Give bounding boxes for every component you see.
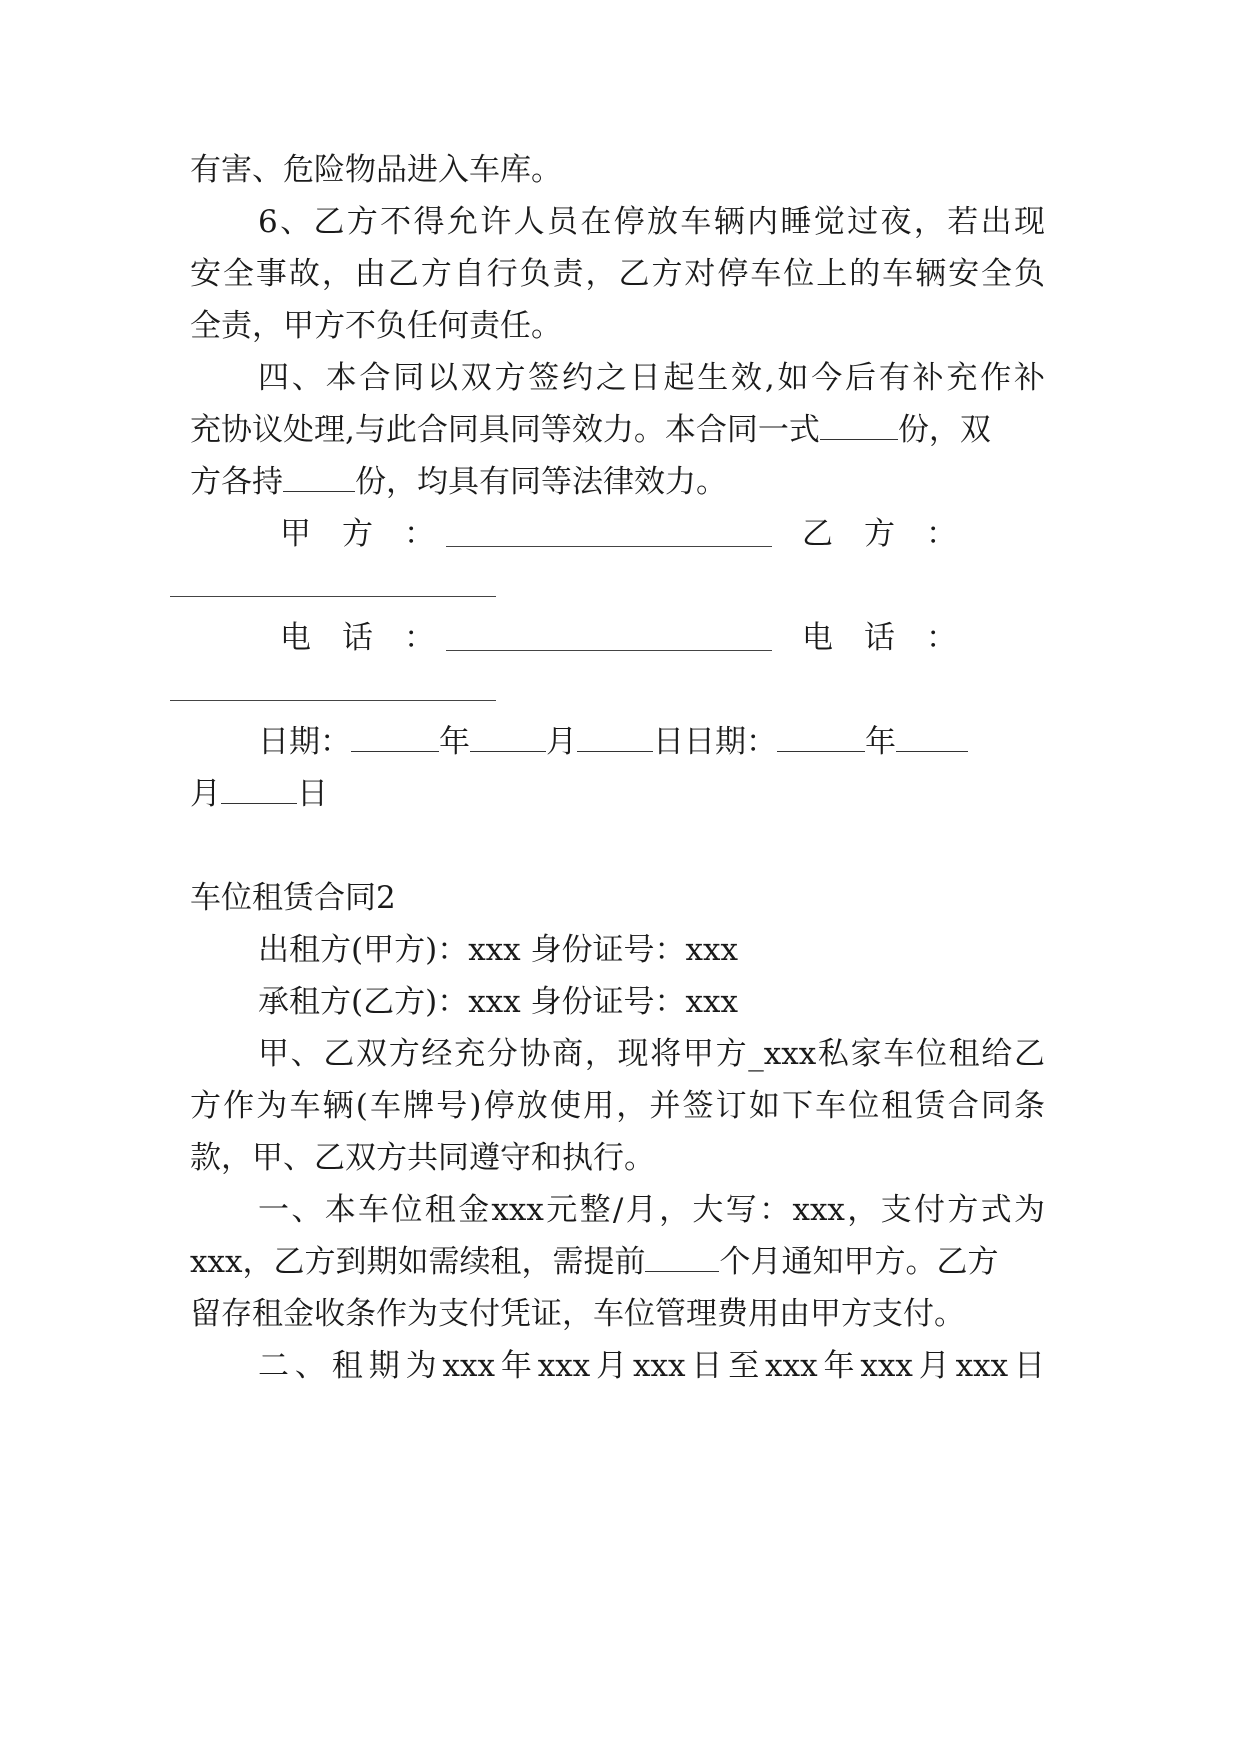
- text-line: 方作为车辆(车牌号)停放使用，并签订如下车位租赁合同条: [190, 1088, 1045, 1124]
- day-label: 日: [297, 776, 328, 812]
- party-a-blank: [446, 545, 772, 547]
- text-line: 承租方(乙方)：xxx 身份证号：xxx: [258, 984, 738, 1020]
- date-line: [190, 774, 328, 814]
- party-b-label: 乙 方 ：: [802, 516, 957, 552]
- text-span: xxx，乙方到期如需续租，需提前: [190, 1244, 646, 1280]
- text-line: 安全事故，由乙方自行负责，乙方对停车位上的车辆安全负: [190, 256, 1045, 292]
- phone-b-blank: [170, 699, 496, 701]
- text-span: 充协议处理,与此合同具同等效力。本合同一式: [190, 412, 820, 448]
- date-line: [258, 722, 968, 762]
- month-blank: [896, 725, 968, 752]
- text-line: 全责，甲方不负任何责任。: [190, 308, 562, 344]
- text-line: [190, 462, 727, 502]
- month-label: 月: [546, 724, 577, 760]
- section-heading: 车位租赁合同2: [190, 880, 396, 916]
- text-line: 甲、乙双方经充分协商，现将甲方_xxx私家车位租给乙: [258, 1036, 1045, 1072]
- party-b-blank: [170, 595, 496, 597]
- text-line: 款，甲、乙双方共同遵守和执行。: [190, 1140, 655, 1176]
- copies-blank: [820, 413, 898, 440]
- copies-each-blank: [283, 465, 355, 492]
- phone-b-label: 电 话 ：: [802, 620, 957, 656]
- phone-a-label: 电 话 ：: [280, 620, 435, 656]
- text-line: 有害、危险物品进入车库。: [190, 152, 562, 188]
- year-label: 年: [865, 724, 896, 760]
- text-span: 方各持: [190, 464, 283, 500]
- day-blank: [577, 725, 653, 752]
- year-label: 年: [439, 724, 470, 760]
- year-blank: [351, 725, 439, 752]
- date-label: 日日期：: [653, 724, 777, 760]
- text-span: 份，均具有同等法律效力。: [355, 464, 727, 500]
- month-blank: [470, 725, 546, 752]
- notice-months-blank: [645, 1245, 719, 1272]
- phone-a-blank: [446, 649, 772, 651]
- text-span: 份，双: [897, 412, 991, 448]
- text-span: 个月通知甲方。乙方: [719, 1244, 999, 1280]
- text-line: 一、本车位租金xxx元整/月，大写：xxx，支付方式为: [258, 1192, 1045, 1228]
- text-line: 6、乙方不得允许人员在停放车辆内睡觉过夜，若出现: [258, 204, 1045, 240]
- text-line: 出租方(甲方)：xxx 身份证号：xxx: [258, 932, 738, 968]
- day-blank: [221, 777, 297, 804]
- month-label: 月: [190, 776, 221, 812]
- text-line: [190, 1242, 1045, 1282]
- date-label: 日期：: [258, 724, 351, 760]
- year-blank: [777, 725, 865, 752]
- text-line: 留存租金收条作为支付凭证，车位管理费用由甲方支付。: [190, 1296, 965, 1332]
- text-line: [190, 410, 1045, 450]
- party-a-label: 甲 方 ：: [280, 516, 435, 552]
- text-line: 四、本合同以双方签约之日起生效,如今后有补充作补: [258, 360, 1045, 396]
- text-line: 二、租期为xxx年xxx月xxx日至xxx年xxx月xxx日: [258, 1348, 1045, 1384]
